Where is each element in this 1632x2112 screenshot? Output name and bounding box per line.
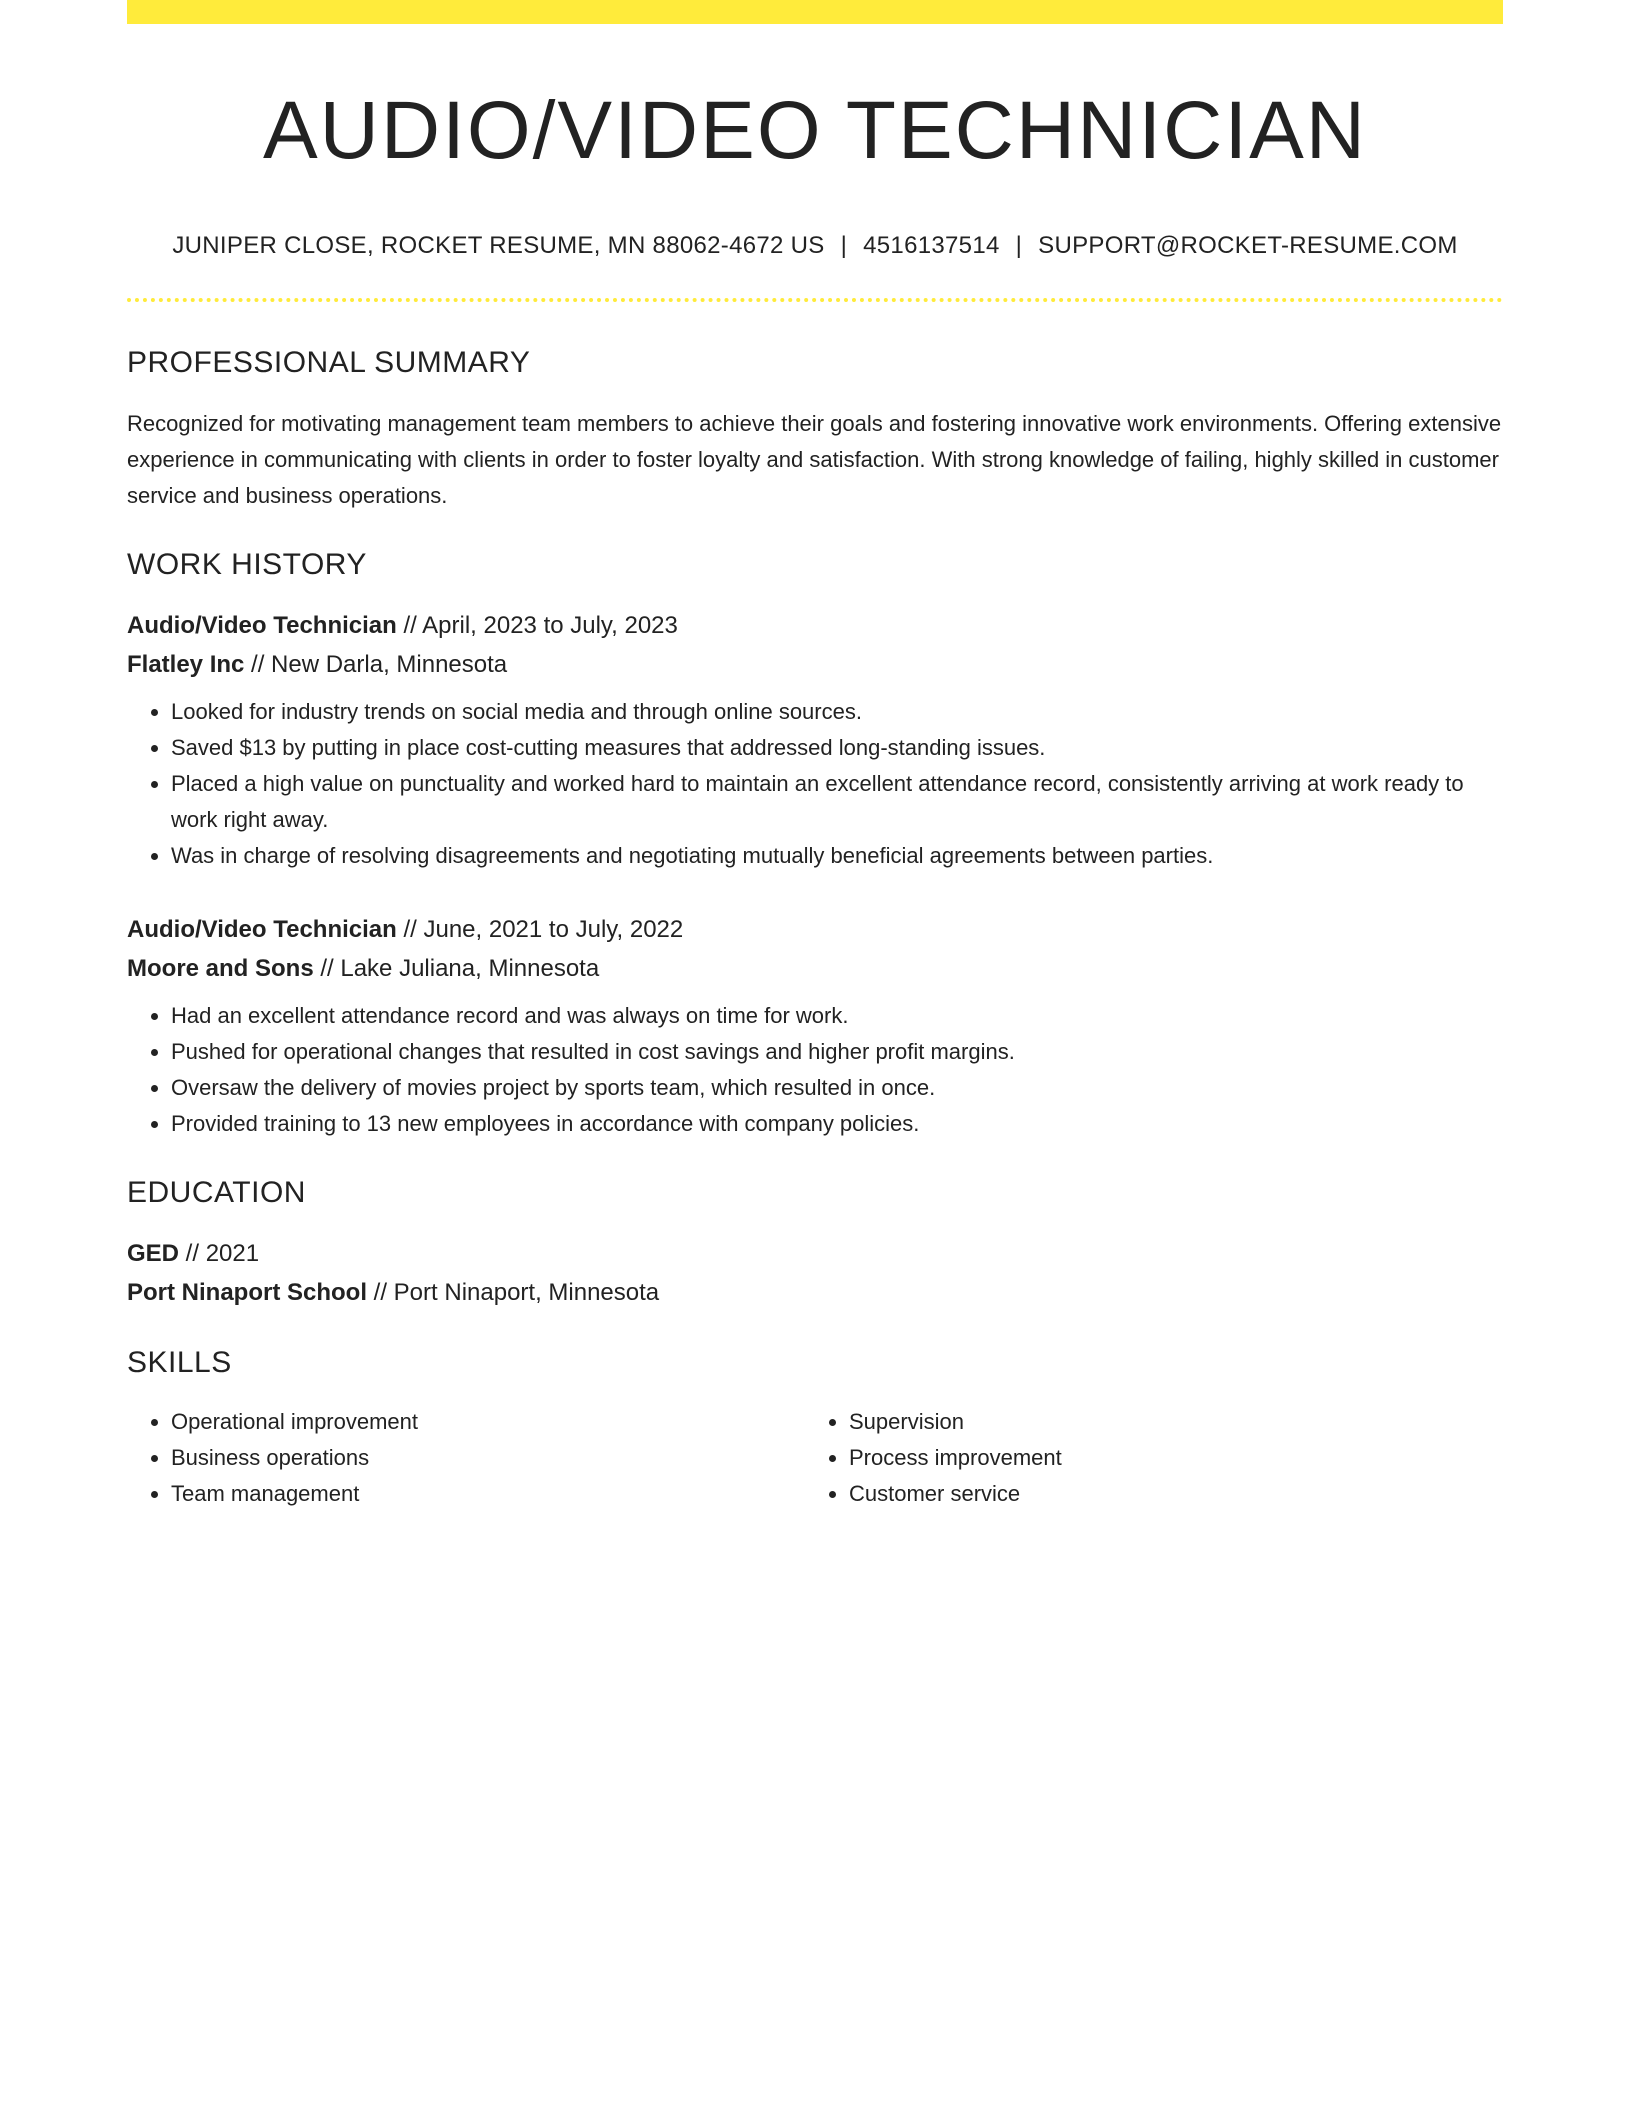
education-school: Port Ninaport School	[127, 1279, 367, 1307]
job-location: // New Darla, Minnesota	[244, 651, 508, 679]
list-item: • Was in charge of resolving disagreements and negotiating mutually beneficial agreements between parties.	[171, 838, 1503, 874]
skill-item: • Business operations	[171, 1440, 805, 1476]
education-year: // 2021	[179, 1240, 260, 1268]
education-degree-line	[127, 1234, 1503, 1273]
skills-heading: SKILLS	[127, 1346, 232, 1380]
skill-item: • Process improvement	[849, 1440, 1479, 1476]
job-role: Audio/Video Technician	[127, 916, 397, 944]
list-item: • Looked for industry trends on social media and through online sources.	[171, 694, 1503, 730]
contact-separator: |	[1015, 232, 1023, 260]
resume-name: AUDIO/VIDEO TECHNICIAN	[262, 85, 1368, 176]
skill-item: • Team management	[171, 1476, 805, 1512]
summary-text: Recognized for motivating management team members to achieve their goals and fostering innovative work environments. Offering extensive experience in communicating with clients in order to foster loyalty and satisfaction. With strong knowledge of failing, highly skilled in customer service and business operations.	[127, 411, 1502, 509]
skills-column-left	[127, 1404, 805, 1512]
accent-top-bar	[127, 0, 1503, 24]
skills-column-right	[805, 1404, 1479, 1512]
job-bullets	[127, 998, 1503, 1142]
job-company: Moore and Sons	[127, 955, 314, 983]
skill-item: • Customer service	[849, 1476, 1479, 1512]
resume-page	[127, 0, 1503, 1512]
summary-heading: PROFESSIONAL SUMMARY	[127, 346, 531, 380]
job-company-line	[127, 645, 1503, 684]
education-location: // Port Ninaport, Minnesota	[367, 1279, 660, 1307]
list-item: • Provided training to 13 new employees in accordance with company policies.	[171, 1106, 1503, 1142]
contact-separator: |	[840, 232, 848, 260]
list-item: • Pushed for operational changes that resulted in cost savings and higher profit margins.	[171, 1034, 1503, 1070]
education-heading: EDUCATION	[127, 1176, 306, 1210]
job-title-line	[127, 910, 1503, 949]
education-school-line	[127, 1273, 1503, 1312]
work-history-heading: WORK HISTORY	[127, 548, 367, 582]
skill-item: • Operational improvement	[171, 1404, 805, 1440]
contact-line	[127, 232, 1503, 260]
job-dates: // April, 2023 to July, 2023	[396, 612, 678, 640]
skill-item: • Supervision	[849, 1404, 1479, 1440]
contact-email: SUPPORT@ROCKET-RESUME.COM	[1038, 232, 1458, 260]
job-company: Flatley Inc	[127, 651, 245, 679]
list-item: • Saved $13 by putting in place cost-cutting measures that addressed long-standing issues.	[171, 730, 1503, 766]
list-item: • Oversaw the delivery of movies project by sports team, which resulted in once.	[171, 1070, 1503, 1106]
list-item: • Placed a high value on punctuality and worked hard to maintain an excellent attendance record, consistently arriving at work ready to work right away.	[171, 766, 1503, 838]
job-bullets	[127, 694, 1503, 874]
list-item: • Had an excellent attendance record and was always on time for work.	[171, 998, 1503, 1034]
education-degree: GED	[127, 1240, 180, 1268]
contact-address: JUNIPER CLOSE, ROCKET RESUME, MN 88062-4672 US	[172, 232, 825, 260]
job-role: Audio/Video Technician	[127, 612, 397, 640]
job-dates: // June, 2021 to July, 2022	[396, 916, 684, 944]
job-title-line	[127, 606, 1503, 645]
skills-grid	[127, 1404, 1503, 1512]
job-company-line	[127, 949, 1503, 988]
job-location: // Lake Juliana, Minnesota	[313, 955, 600, 983]
contact-phone: 4516137514	[863, 232, 1000, 260]
dotted-divider	[127, 298, 1503, 302]
